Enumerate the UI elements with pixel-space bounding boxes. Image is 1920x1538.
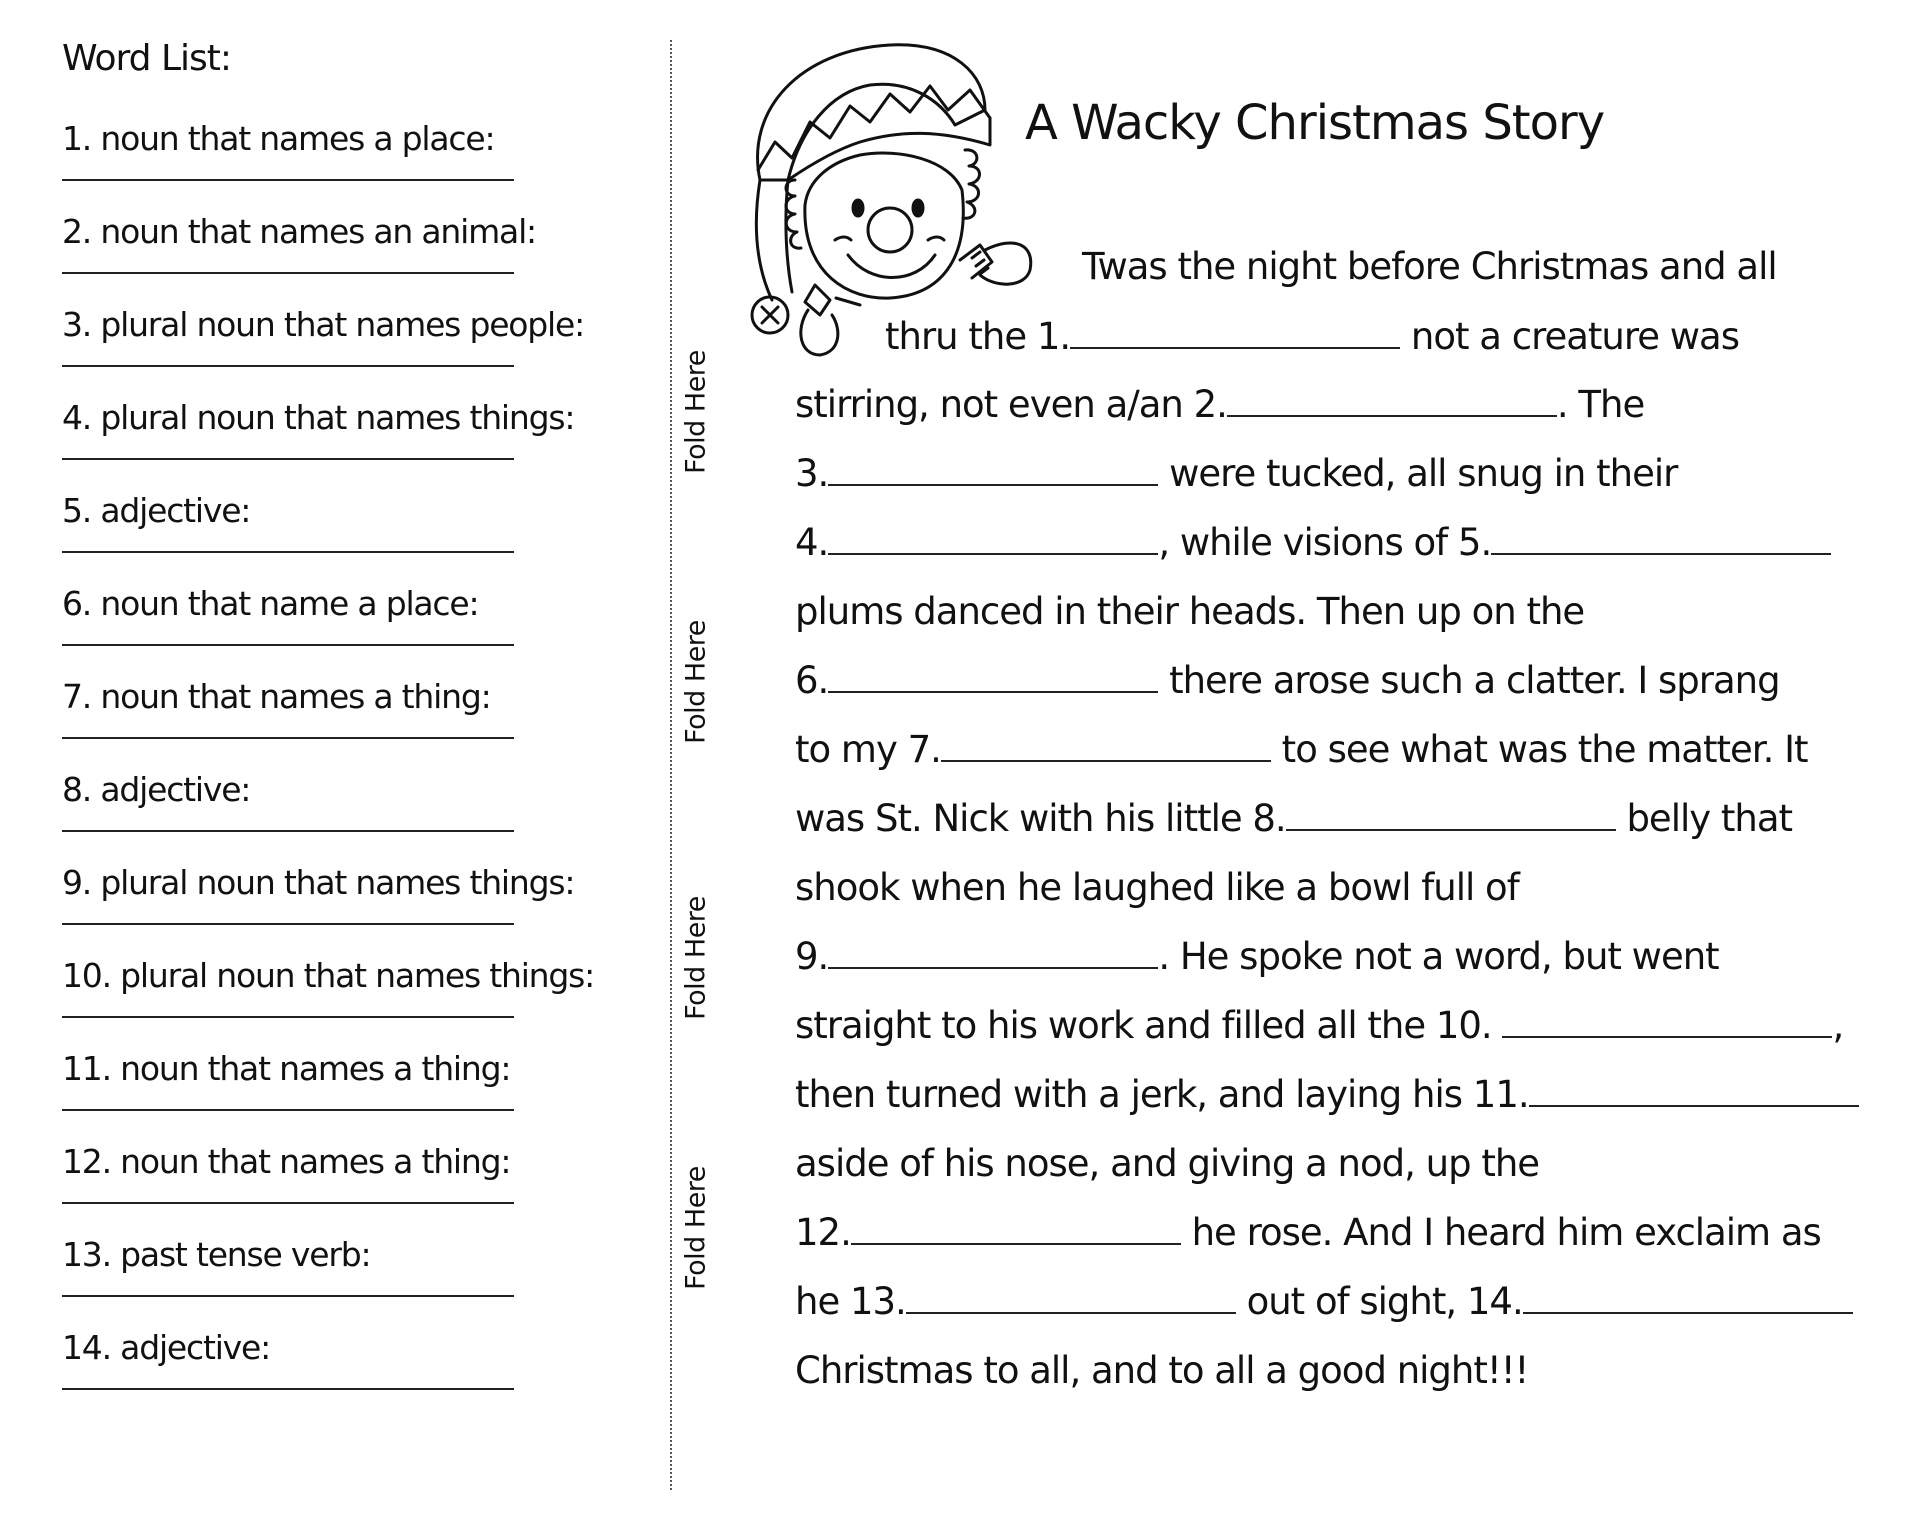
word-prompt: 13. past tense verb: — [62, 1235, 371, 1274]
story-line-9 — [795, 797, 1792, 841]
word-prompt: 11. noun that names a thing: — [62, 1049, 511, 1088]
story-blank-14[interactable] — [1523, 1282, 1853, 1314]
word-prompt: 3. plural noun that names people: — [62, 305, 585, 344]
word-list-item — [62, 398, 662, 491]
story-text: 6. — [795, 659, 829, 702]
word-list-item — [62, 1235, 662, 1328]
story-blank-13[interactable] — [906, 1282, 1236, 1314]
story-text: , — [1832, 1004, 1844, 1047]
story-text: straight to his work and filled all the 10. — [795, 1004, 1503, 1047]
word-prompt: 6. noun that name a place: — [62, 584, 479, 623]
word-prompt: 7. noun that names a thing: — [62, 677, 491, 716]
word-list-item — [62, 1049, 662, 1142]
story-text: there arose such a clatter. I sprang — [1158, 659, 1780, 702]
answer-blank[interactable] — [62, 551, 514, 553]
story-blank-4[interactable] — [828, 523, 1158, 555]
story-line-7 — [795, 659, 1780, 703]
word-prompt: 14. adjective: — [62, 1328, 271, 1367]
word-list-item — [62, 1328, 662, 1421]
story-line-12 — [795, 1004, 1843, 1048]
story-line-3 — [795, 383, 1644, 427]
word-list-item — [62, 584, 662, 677]
story-title: A Wacky Christmas Story — [1025, 95, 1605, 151]
answer-blank[interactable] — [62, 923, 514, 925]
story-text: out of sight, 14. — [1235, 1280, 1523, 1323]
story-text: thru the 1. — [885, 315, 1071, 358]
story-text: were tucked, all snug in their — [1158, 452, 1678, 495]
story-line-15 — [795, 1211, 1821, 1255]
answer-blank[interactable] — [62, 644, 514, 646]
answer-blank[interactable] — [62, 179, 514, 181]
story-line-1 — [1082, 245, 1777, 289]
story-line-5 — [795, 521, 1831, 565]
story-line-2 — [885, 315, 1739, 359]
story-blank-1[interactable] — [1070, 317, 1400, 349]
story-line-8 — [795, 728, 1808, 772]
answer-blank[interactable] — [62, 1016, 514, 1018]
story-line-6 — [795, 590, 1584, 634]
story-text: aside of his nose, and giving a nod, up the — [795, 1142, 1540, 1185]
fold-divider-line — [670, 40, 672, 1490]
elf-illustration — [740, 30, 1040, 360]
story-text: 12. — [795, 1211, 851, 1254]
story-line-11 — [795, 935, 1719, 979]
story-text: belly that — [1615, 797, 1793, 840]
story-line-17 — [795, 1349, 1528, 1393]
story-line-10 — [795, 866, 1519, 910]
story-text: shook when he laughed like a bowl full of — [795, 866, 1519, 909]
story-text: . He spoke not a word, but went — [1158, 935, 1719, 978]
story-text: not a creature was — [1400, 315, 1739, 358]
story-text: to see what was the matter. It — [1270, 728, 1808, 771]
word-prompt: 12. noun that names a thing: — [62, 1142, 511, 1181]
word-list-item — [62, 863, 662, 956]
word-prompt: 5. adjective: — [62, 491, 251, 530]
story-text: 4. — [795, 521, 829, 564]
answer-blank[interactable] — [62, 365, 514, 367]
story-text: 3. — [795, 452, 829, 495]
word-list-item — [62, 491, 662, 584]
story-text: to my 7. — [795, 728, 941, 771]
word-list-title: Word List: — [62, 38, 232, 79]
word-list-item — [62, 212, 662, 305]
word-prompt: 9. plural noun that names things: — [62, 863, 575, 902]
word-list-item — [62, 119, 662, 212]
story-blank-5[interactable] — [1491, 523, 1831, 555]
story-blank-12[interactable] — [851, 1213, 1181, 1245]
story-text: . The — [1556, 383, 1645, 426]
story-blank-11[interactable] — [1529, 1075, 1859, 1107]
story-text: plums danced in their heads. Then up on the — [795, 590, 1585, 633]
word-prompt: 8. adjective: — [62, 770, 251, 809]
answer-blank[interactable] — [62, 830, 514, 832]
story-text: he rose. And I heard him exclaim as — [1180, 1211, 1821, 1254]
story-text: he 13. — [795, 1280, 906, 1323]
story-text: , while visions of 5. — [1158, 521, 1492, 564]
answer-blank[interactable] — [62, 1295, 514, 1297]
word-list — [62, 38, 662, 1421]
story-blank-10[interactable] — [1502, 1006, 1832, 1038]
word-prompt: 2. noun that names an animal: — [62, 212, 536, 251]
word-list-item — [62, 677, 662, 770]
answer-blank[interactable] — [62, 458, 514, 460]
word-list-item — [62, 1142, 662, 1235]
story-blank-7[interactable] — [941, 730, 1271, 762]
story-line-16 — [795, 1280, 1853, 1324]
story-line-13 — [795, 1073, 1859, 1117]
word-prompt: 1. noun that names a place: — [62, 119, 495, 158]
word-list-item — [62, 956, 662, 1049]
story-blank-2[interactable] — [1227, 385, 1557, 417]
word-list-item — [62, 770, 662, 863]
answer-blank[interactable] — [62, 1388, 514, 1390]
fold-here-label: Fold Here — [680, 350, 712, 474]
story-blank-9[interactable] — [828, 937, 1158, 969]
word-list-item — [62, 305, 662, 398]
answer-blank[interactable] — [62, 1109, 514, 1111]
story-text: stirring, not even a/an 2. — [795, 383, 1227, 426]
story-line-4 — [795, 452, 1677, 496]
story-line-14 — [795, 1142, 1539, 1186]
fold-here-label: Fold Here — [680, 896, 712, 1020]
story-text: 9. — [795, 935, 829, 978]
answer-blank[interactable] — [62, 272, 514, 274]
story-blank-6[interactable] — [828, 661, 1158, 693]
fold-here-label: Fold Here — [680, 1166, 712, 1290]
story-text: Christmas to all, and to all a good night!!! — [795, 1349, 1529, 1392]
answer-blank[interactable] — [62, 1202, 514, 1204]
story-text: then turned with a jerk, and laying his 11. — [795, 1073, 1529, 1116]
story-blank-3[interactable] — [828, 454, 1158, 486]
story-text: was St. Nick with his little 8. — [795, 797, 1286, 840]
word-prompt: 4. plural noun that names things: — [62, 398, 575, 437]
fold-here-label: Fold Here — [680, 620, 712, 744]
story-blank-8[interactable] — [1286, 799, 1616, 831]
story-text: Twas the night before Christmas and all — [1082, 245, 1777, 288]
word-prompt: 10. plural noun that names things: — [62, 956, 595, 995]
answer-blank[interactable] — [62, 737, 514, 739]
